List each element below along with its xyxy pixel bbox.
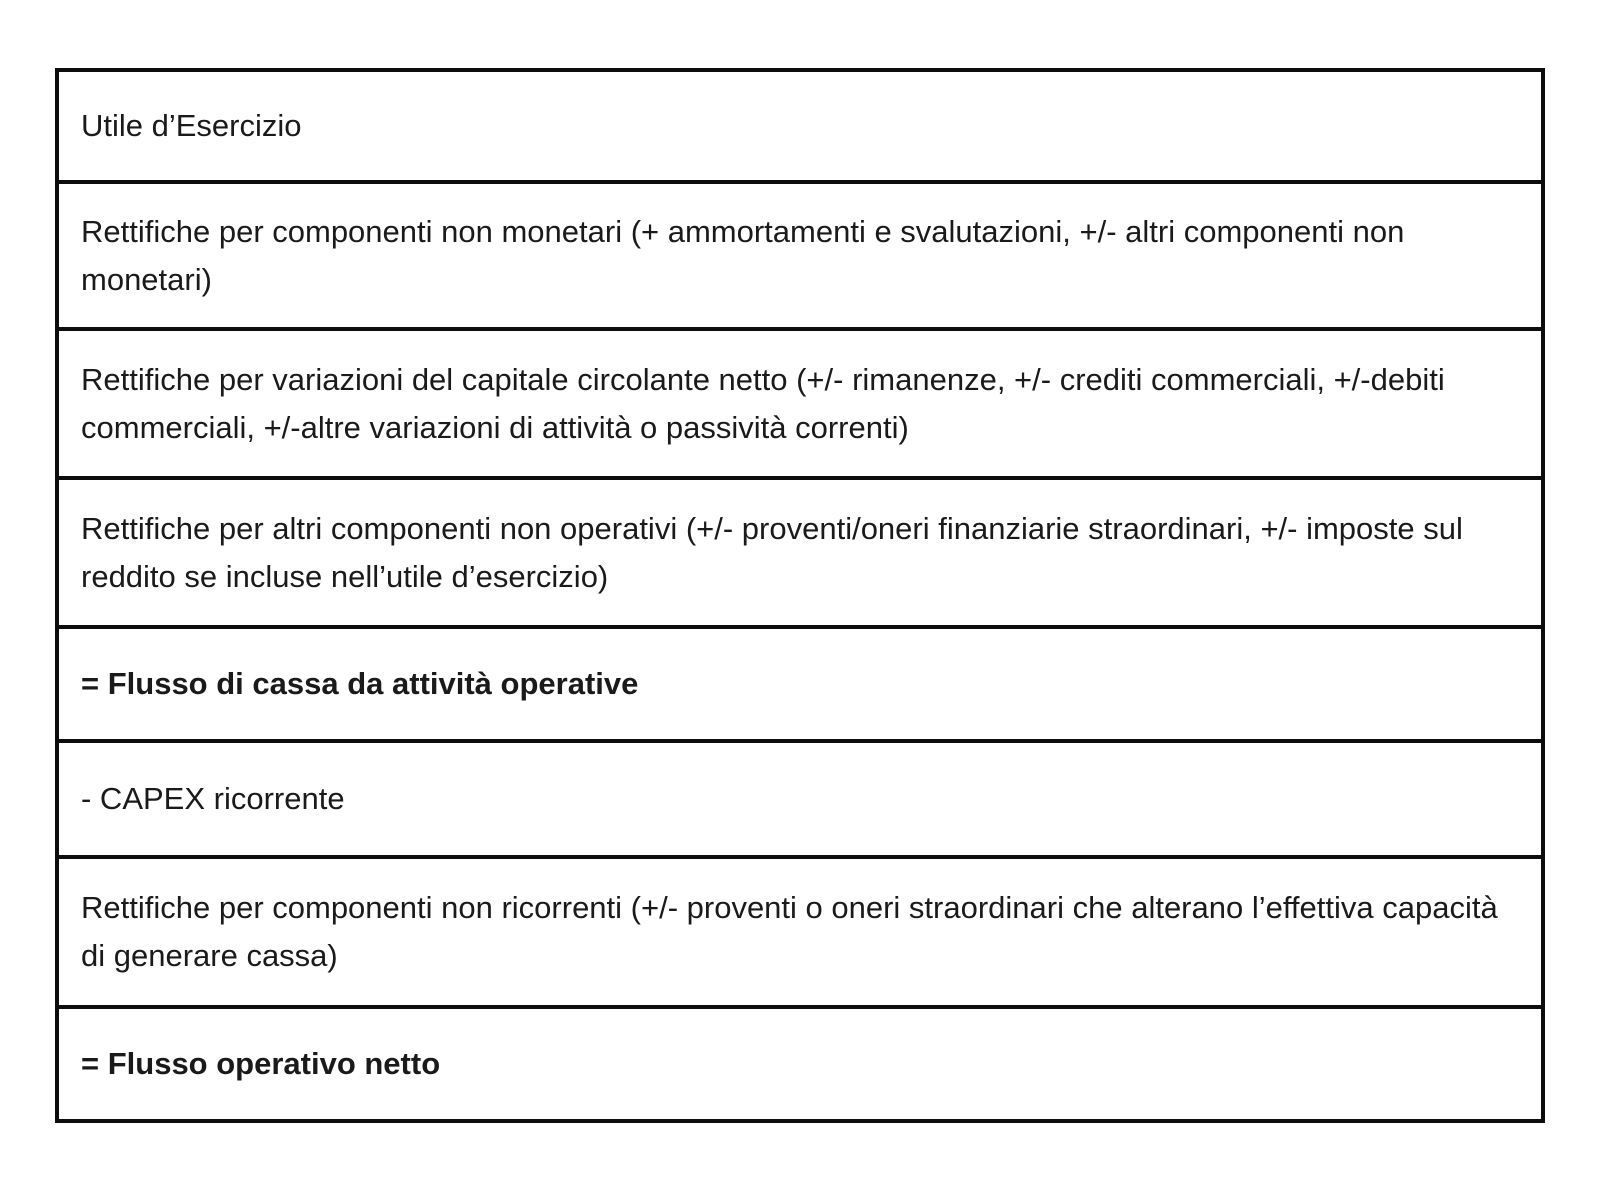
table-row (59, 72, 1541, 184)
table-row (59, 859, 1541, 1009)
table-row-text: = Flusso di cassa da attività operative (81, 666, 639, 701)
table-row-text: - CAPEX ricorrente (81, 781, 345, 816)
table-row (59, 629, 1541, 743)
table-row-text: Rettifiche per componenti non ricorrenti (+/- proventi o oneri straordinari che alterano l’effettiva capacità di generare cassa) (81, 890, 1498, 973)
table-row (59, 184, 1541, 331)
table-row (59, 743, 1541, 859)
table-row (59, 480, 1541, 629)
cashflow-table (55, 68, 1545, 1123)
table-row-text: Rettifiche per componenti non monetari (+ ammortamenti e svalutazioni, +/- altri componenti non monetari) (81, 213, 1405, 297)
table-row-text: Rettifiche per variazioni del capitale circolante netto (+/- rimanenze, +/- crediti commerciali, +/-debiti commerciali, +/-altre variazioni di attività o passività correnti) (81, 361, 1445, 445)
table-row-text: Rettifiche per altri componenti non operativi (+/- proventi/oneri finanziarie straordinari, +/- imposte sul reddito se incluse nell’utile d’esercizio) (81, 510, 1463, 594)
table-row (59, 1009, 1541, 1119)
table-row (59, 331, 1541, 480)
table-row-text: Utile d’Esercizio (81, 108, 302, 143)
table-row-text: = Flusso operativo netto (81, 1046, 441, 1081)
